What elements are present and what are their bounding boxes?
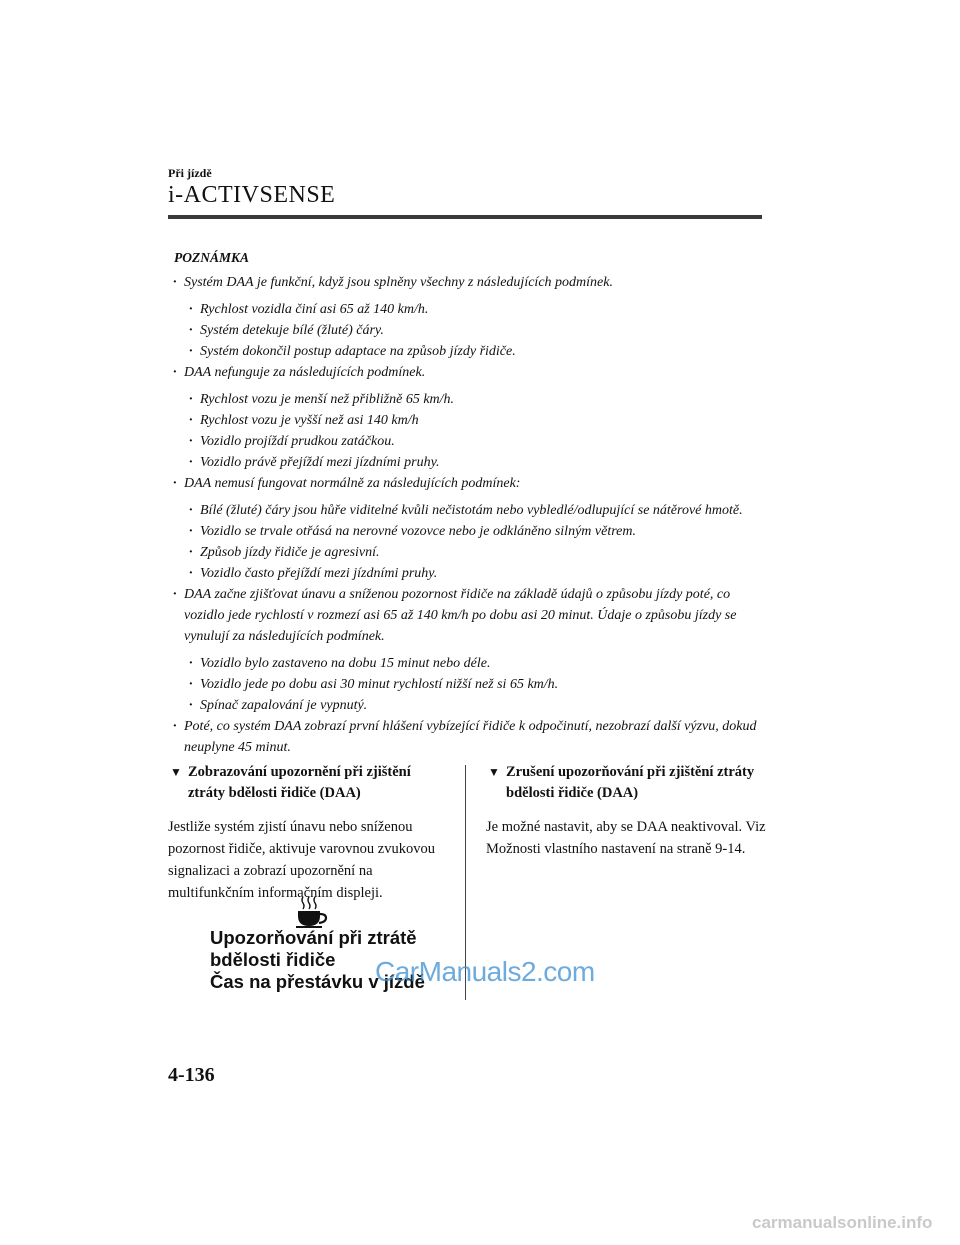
page-number: 4-136 xyxy=(168,1064,215,1086)
note-sub-bullet: · Vozidlo často přejíždí mezi jízdními pruhy. xyxy=(172,563,772,584)
note-sub-bullet: · Vozidlo bylo zastaveno na dobu 15 minut nebo déle. xyxy=(172,653,772,674)
left-section xyxy=(168,762,450,904)
note-bullet: · Poté, co systém DAA zobrazí první hlášení vybízející řidiče k odpočinutí, nezobrazí další výzvu, dokud neuplyne 45 minut. xyxy=(172,716,772,758)
note-sub-bullet: · Vozidlo se trvale otřásá na nerovné vozovce nebo je odkláněno silným větrem. xyxy=(172,521,772,542)
right-section-heading xyxy=(486,762,766,804)
left-section-body: Jestliže systém zjistí únavu nebo sníženou pozornost řidiče, aktivuje varovnou zvukovou signalizaci a zobrazí upozornění na multifunkčním informačním displeji. xyxy=(168,819,435,901)
watermark: CarManuals2.com xyxy=(375,956,595,987)
section-title: i-ACTIVSENSE xyxy=(168,182,336,208)
display-line: bdělosti řidiče xyxy=(210,949,336,970)
left-section-heading-text: Zobrazování upozornění při zjištění ztráty bdělosti řidiče (DAA) xyxy=(188,764,411,801)
note-sub-bullet: · Bílé (žluté) čáry jsou hůře viditelné kvůli nečistotám nebo vybledlé/odlupující se nátěrové hmotě. xyxy=(172,500,772,521)
note-list xyxy=(172,272,772,758)
right-section xyxy=(486,762,766,860)
note-sub-bullet: · Spínač zapalování je vypnutý. xyxy=(172,695,772,716)
breadcrumb: Při jízdě xyxy=(168,166,212,180)
note-sub-bullet: · Vozidlo projíždí prudkou zatáčkou. xyxy=(172,431,772,452)
right-section-heading-text: Zrušení upozorňování při zjištění ztráty bdělosti řidiče (DAA) xyxy=(506,764,755,801)
note-bullet: · DAA nefunguje za následujících podmínek. xyxy=(172,362,772,383)
note-box xyxy=(172,250,772,758)
note-bullet: · DAA začne zjišťovat únavu a sníženou pozornost řidiče na základě údajů o způsobu jízdy poté, co vozidlo jede rychlostí v rozmezí asi 65 až 140 km/h po dobu asi 20 minut. Údaje o způsobu jízdy se vynulují za následujících podmínek. xyxy=(172,584,772,647)
note-sub-bullet: · Systém detekuje bílé (žluté) čáry. xyxy=(172,320,772,341)
note-sub-bullet: · Vozidlo právě přejíždí mezi jízdními pruhy. xyxy=(172,452,772,473)
left-section-heading xyxy=(168,762,450,804)
note-sub-bullet: · Rychlost vozu je menší než přibližně 65 km/h. xyxy=(172,389,772,410)
right-section-body: Je možné nastavit, aby se DAA neaktivoval. Viz Možnosti vlastního nastavení na straně 9-14. xyxy=(486,819,766,857)
title-rule xyxy=(168,215,762,219)
triangle-marker-icon: ▼ xyxy=(488,765,500,779)
note-sub-bullet: · Rychlost vozu je vyšší než asi 140 km/h xyxy=(172,410,772,431)
note-sub-bullet: · Způsob jízdy řidiče je agresivní. xyxy=(172,542,772,563)
triangle-marker-icon: ▼ xyxy=(170,765,182,779)
coffee-cup-icon xyxy=(294,895,330,929)
note-sub-bullet: · Systém dokončil postup adaptace na způsob jízdy řidiče. xyxy=(172,341,772,362)
note-bullet: · DAA nemusí fungovat normálně za následujících podmínek: xyxy=(172,473,772,494)
note-sub-bullet: · Rychlost vozidla činí asi 65 až 140 km/h. xyxy=(172,299,772,320)
display-line: Čas na přestávku v jízdě xyxy=(210,971,425,992)
footer-watermark: carmanualsonline.info xyxy=(752,1213,933,1232)
note-sub-bullet: · Vozidlo jede po dobu asi 30 minut rychlostí nižší než si 65 km/h. xyxy=(172,674,772,695)
note-title: POZNÁMKA xyxy=(174,250,250,265)
note-bullet: · Systém DAA je funkční, když jsou splněny všechny z následujících podmínek. xyxy=(172,272,772,293)
display-line: Upozorňování při ztrátě xyxy=(210,927,417,948)
